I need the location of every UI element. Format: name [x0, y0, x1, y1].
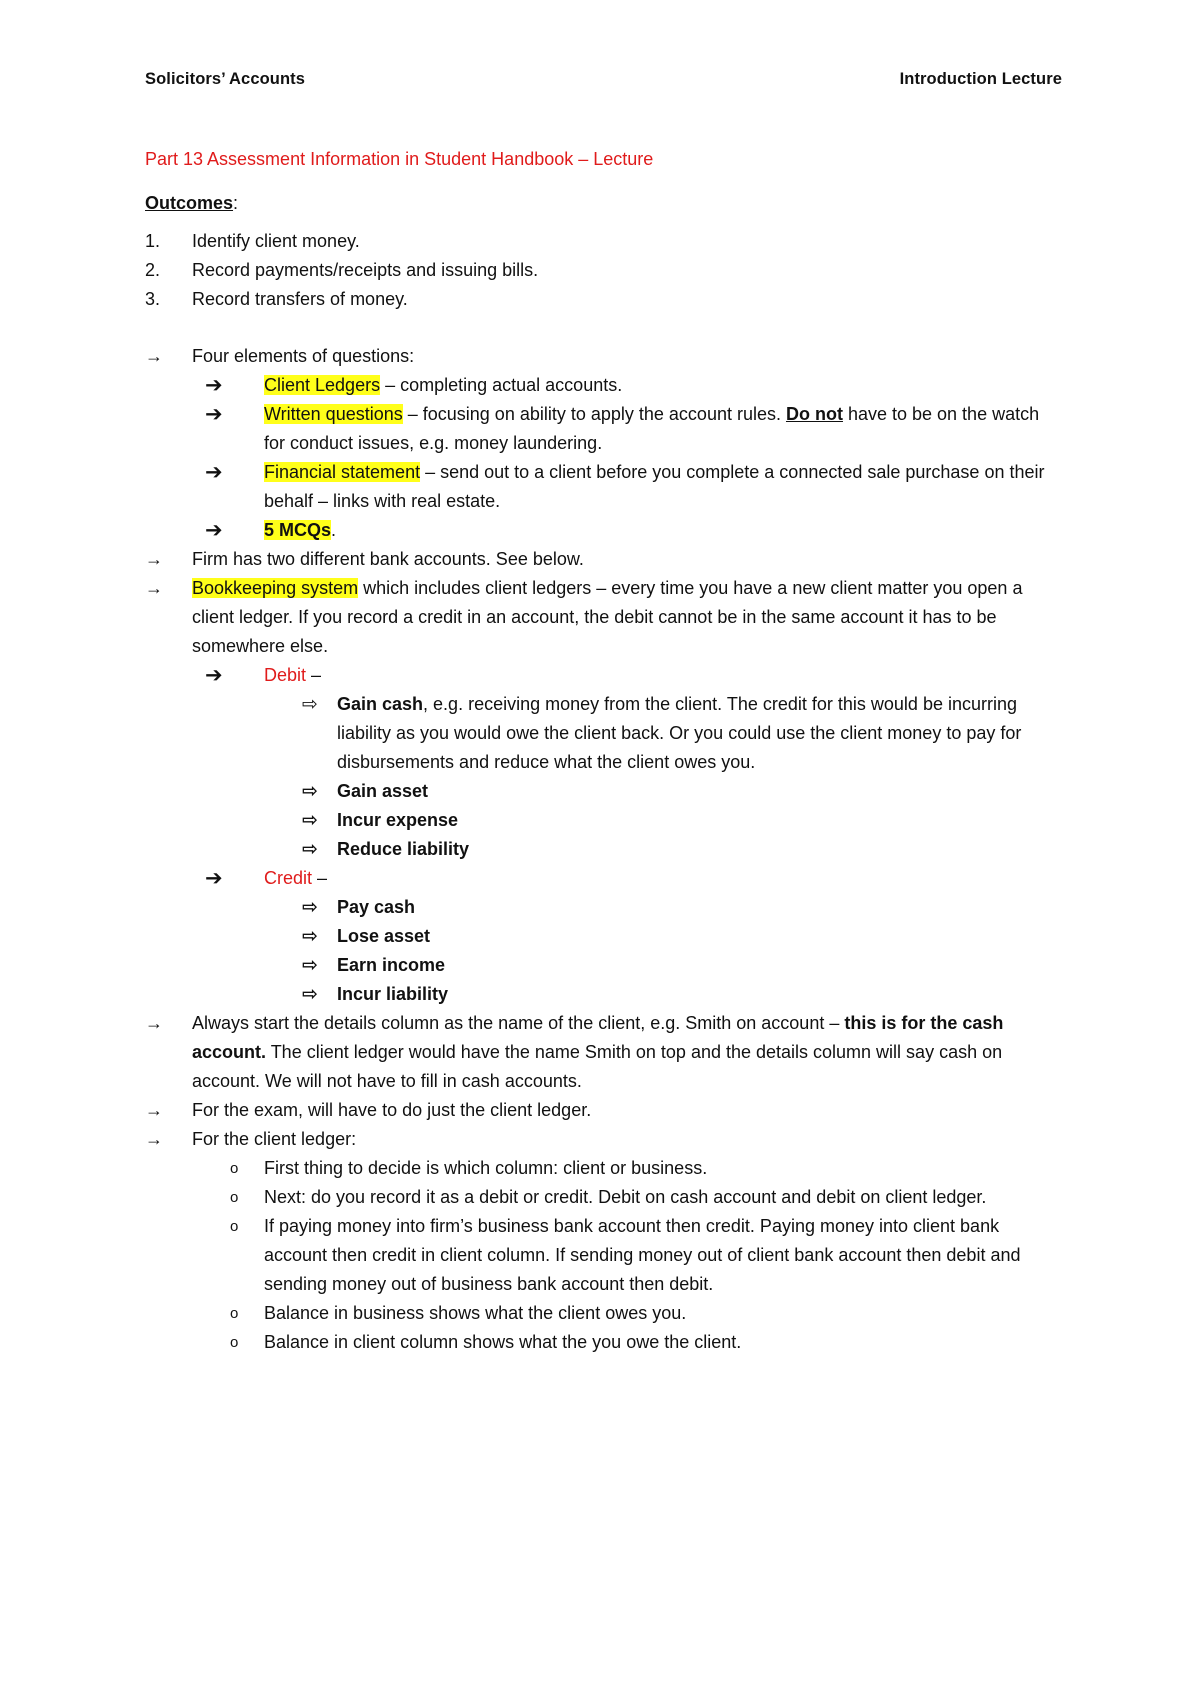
circle-bullet-icon: o	[230, 1189, 239, 1206]
client-ledger-sub-item	[145, 1212, 1065, 1299]
bank-accounts-text: Firm has two different bank accounts. See below.	[192, 549, 584, 569]
hollow-arrow-icon: ⇨	[302, 839, 318, 860]
client-ledger-sub-item	[145, 1328, 1065, 1357]
outcome-item	[145, 285, 1065, 314]
credit-item	[145, 864, 1065, 893]
credit-sub-item	[145, 893, 1065, 922]
bookkeeping-item	[145, 574, 1065, 661]
hollow-arrow-icon: ⇨	[302, 897, 318, 918]
written-questions-item	[145, 400, 1065, 458]
exam-text: For the exam, will have to do just the client ledger.	[192, 1100, 592, 1120]
hollow-arrow-icon: ⇨	[302, 781, 318, 802]
client-ledger-intro: For the client ledger:	[192, 1129, 357, 1149]
details-column-item	[145, 1009, 1065, 1096]
details-text-1: Always start the details column as the name of the client, e.g. Smith on account –	[192, 1013, 845, 1033]
credit-sub-text: Pay cash	[337, 897, 416, 917]
circle-bullet-icon: o	[230, 1218, 239, 1235]
outcome-item	[145, 256, 1065, 285]
debit-sub-text: Reduce liability	[337, 839, 470, 859]
exam-item	[145, 1096, 1065, 1125]
debit-sub-item	[145, 806, 1065, 835]
mcqs-text: .	[331, 520, 337, 540]
financial-statement-label: Financial statement	[264, 462, 421, 482]
debit-sub-item	[145, 835, 1065, 864]
four-elements-intro: Four elements of questions:	[192, 346, 415, 366]
written-questions-text: – focusing on ability to apply the account rules.	[402, 404, 786, 424]
client-ledgers-item	[145, 371, 1065, 400]
client-ledger-sub-text: Next: do you record it as a debit or credit. Debit on cash account and debit on client ledger.	[264, 1187, 987, 1207]
gain-cash-text: , e.g. receiving money from the client. The credit for this would be incurring liability as you would owe the client back. Or you could use the client money to pay for disbursements and reduce what the client owes you.	[337, 694, 1022, 772]
gain-cash-label: Gain cash	[337, 694, 424, 714]
bank-accounts-item	[145, 545, 1065, 574]
outcomes-colon: :	[233, 193, 239, 213]
debit-sub-text: Gain asset	[337, 781, 429, 801]
client-ledger-sub-text: Balance in business shows what the client owes you.	[264, 1303, 687, 1323]
circle-bullet-icon: o	[230, 1160, 239, 1177]
credit-sub-text: Lose asset	[337, 926, 431, 946]
document-body	[145, 145, 1065, 1357]
arrow-right-icon: →	[145, 1129, 163, 1149]
outcome-text: Record payments/receipts and issuing bills.	[192, 260, 539, 280]
header-right: Introduction Lecture	[899, 70, 1062, 88]
section-title: Part 13 Assessment Information in Student Handbook – Lecture	[145, 149, 654, 169]
arrow-right-icon: →	[145, 346, 163, 366]
credit-sub-item	[145, 980, 1065, 1009]
circle-bullet-icon: o	[230, 1334, 239, 1351]
credit-sub-text: Earn income	[337, 955, 446, 975]
header-left: Solicitors’ Accounts	[145, 70, 306, 88]
financial-statement-text: – send out to a client before you complete a connected sale purchase on their behalf – links with real estate.	[264, 462, 1045, 511]
client-ledgers-text: – completing actual accounts.	[380, 375, 623, 395]
client-ledger-sub-text: If paying money into firm’s business bank account then credit. Paying money into client bank account then credit in client column. If sending money out of client bank account then debit and sending money out of business bank account then debit.	[264, 1216, 1021, 1294]
details-text-2: The client ledger would have the name Smith on top and the details column will say cash on account. We will not have to fill in cash accounts.	[192, 1042, 1003, 1091]
bold-arrow-icon: ➔	[205, 403, 223, 426]
outcome-number: 2.	[145, 260, 161, 280]
bookkeeping-label: Bookkeeping system	[192, 578, 359, 598]
client-ledger-sub-text: Balance in client column shows what the you owe the client.	[264, 1332, 742, 1352]
hollow-arrow-icon: ⇨	[302, 694, 318, 715]
hollow-arrow-icon: ⇨	[302, 810, 318, 831]
outcome-item	[145, 227, 1065, 256]
debit-dash: –	[306, 665, 322, 685]
credit-label: Credit	[264, 868, 313, 888]
bold-arrow-icon: ➔	[205, 664, 223, 687]
circle-bullet-icon: o	[230, 1305, 239, 1322]
page-header	[145, 70, 1062, 89]
debit-sub-text: Incur expense	[337, 810, 459, 830]
outcome-number: 3.	[145, 289, 161, 309]
client-ledger-item	[145, 1125, 1065, 1154]
client-ledger-sub-item	[145, 1183, 1065, 1212]
outcome-text: Identify client money.	[192, 231, 360, 251]
arrow-right-icon: →	[145, 578, 163, 598]
outcome-text: Record transfers of money.	[192, 289, 408, 309]
credit-sub-text: Incur liability	[337, 984, 449, 1004]
written-questions-text-2: have to be on the watch for conduct issues, e.g. money laundering.	[264, 404, 1040, 453]
bookkeeping-text: which includes client ledgers – every time you have a new client matter you open a client ledger. If you record a credit in an account, the debit cannot be in the same account it has to be somewhere else.	[192, 578, 1023, 656]
credit-sub-item	[145, 951, 1065, 980]
written-questions-label: Written questions	[264, 404, 403, 424]
outcomes-label: Outcomes	[145, 193, 234, 213]
bold-arrow-icon: ➔	[205, 519, 223, 542]
client-ledger-sub-item	[145, 1154, 1065, 1183]
hollow-arrow-icon: ⇨	[302, 984, 318, 1005]
credit-sub-item	[145, 922, 1065, 951]
mcqs-item	[145, 516, 1065, 545]
do-not-emphasis: Do not	[785, 404, 843, 424]
hollow-arrow-icon: ⇨	[302, 955, 318, 976]
bold-arrow-icon: ➔	[205, 867, 223, 890]
arrow-right-icon: →	[145, 1013, 163, 1033]
outcomes-list	[145, 227, 1065, 314]
financial-statement-item	[145, 458, 1065, 516]
client-ledgers-label: Client Ledgers	[264, 375, 381, 395]
arrow-right-icon: →	[145, 549, 163, 569]
outcomes-heading	[145, 189, 1065, 218]
debit-gain-cash-item	[145, 690, 1065, 777]
bold-arrow-icon: ➔	[205, 461, 223, 484]
client-ledger-sub-text: First thing to decide is which column: client or business.	[264, 1158, 708, 1178]
debit-item	[145, 661, 1065, 690]
credit-dash: –	[312, 868, 328, 888]
details-bold: this is for the cash account.	[192, 1013, 1004, 1062]
debit-sub-item	[145, 777, 1065, 806]
mcqs-label: 5 MCQs	[264, 520, 332, 540]
client-ledger-sub-item	[145, 1299, 1065, 1328]
outcome-number: 1.	[145, 231, 161, 251]
four-elements-item	[145, 342, 1065, 371]
bold-arrow-icon: ➔	[205, 374, 223, 397]
hollow-arrow-icon: ⇨	[302, 926, 318, 947]
debit-label: Debit	[264, 665, 307, 685]
arrow-right-icon: →	[145, 1100, 163, 1120]
